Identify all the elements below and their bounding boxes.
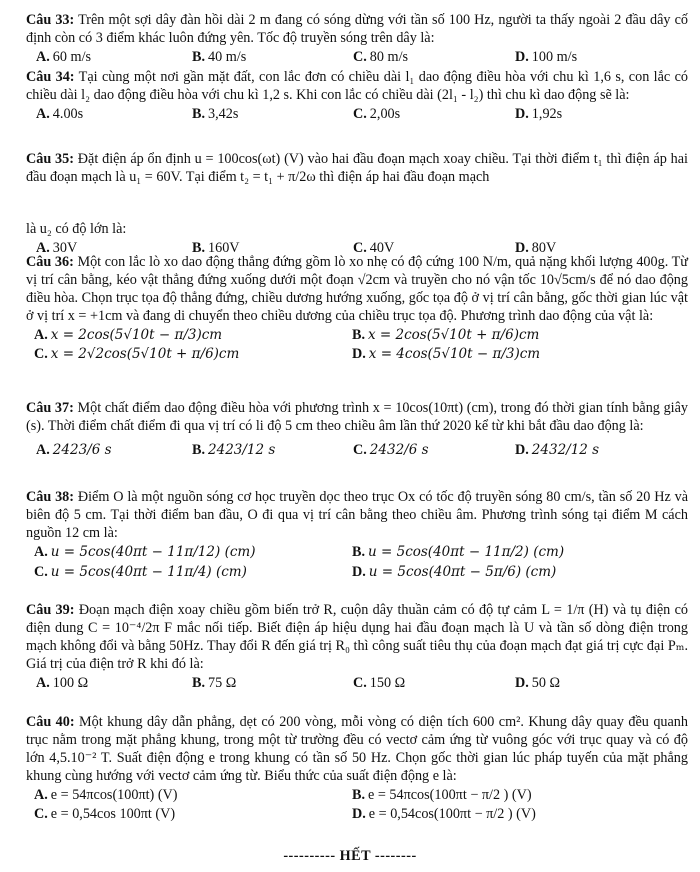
- option-b[interactable]: [192, 49, 353, 67]
- option-d[interactable]: [515, 442, 599, 460]
- option-label: B.: [352, 326, 366, 343]
- option-label: D.: [352, 806, 366, 823]
- question-text: Đặt điện áp ổn định u = 100cos(ωt) (V) vào hai đầu đoạn mạch xoay chiều. Tại thời điểm t₁ thì điện áp hai đầu đoạn mạch là u₁ = 60V. Tại điểm t₂ = t₁ + π/2ω thì điện áp hai đầu đoạn mạch: [26, 151, 689, 185]
- option-a[interactable]: [26, 327, 352, 345]
- question-40: [26, 714, 688, 824]
- option-c[interactable]: [353, 442, 515, 460]
- option-label: A.: [36, 441, 50, 458]
- option-label: C.: [353, 239, 367, 256]
- option-label: B.: [192, 674, 206, 691]
- option-label: B.: [192, 48, 206, 65]
- option-d[interactable]: [352, 346, 688, 364]
- question-35: [26, 151, 688, 258]
- option-label: B.: [192, 105, 206, 122]
- question-text: là u₂ có độ lớn là:: [26, 220, 127, 237]
- option-d[interactable]: [352, 806, 688, 824]
- option-text: 30V: [52, 239, 78, 256]
- question-number: Câu 37:: [26, 400, 74, 416]
- option-c[interactable]: [26, 346, 352, 364]
- option-a[interactable]: [26, 675, 192, 693]
- option-b[interactable]: [192, 106, 353, 124]
- option-c[interactable]: [26, 564, 352, 582]
- question-39: [26, 602, 688, 692]
- question-stem: [26, 69, 688, 105]
- question-text: Một chất điểm dao động điều hòa với phương trình x = 10cos(10πt) (cm), trong đó thời gian tính bằng giây (s). Thời điểm chất điểm đi qua vị trí có li độ 5 cm theo chiều âm lần thứ 2020 kể từ khi bắt đầu dao động là:: [26, 400, 689, 434]
- option-text: e = 0,54cos(100πt − π/2 ) (V): [368, 806, 536, 823]
- option-c[interactable]: [353, 49, 515, 67]
- question-37: [26, 400, 688, 460]
- option-text: 2432/6 s: [369, 441, 429, 458]
- option-d[interactable]: [515, 675, 560, 693]
- option-text: 100 Ω: [52, 674, 89, 691]
- option-text: 1,92s: [531, 105, 563, 122]
- question-text: Một khung dây dẫn phẳng, dẹt có 200 vòng, mỗi vòng có diện tích 600 cm². Khung dây quay đều quanh trục nằm trong mặt phẳng khung, trong một từ trường đều có vectơ cảm ứng từ vuông góc với trục quay và có độ lớn 4,5.10⁻² T. Suất điện động e trong khung có tần số 50 Hz. Chọn gốc thời gian lúc pháp tuyến của mặt phẳng khung cùng hướng với vectơ cảm ứng từ. Biểu thức của suất điện động e là:: [26, 714, 688, 784]
- question-38: [26, 489, 688, 581]
- option-text: 3,42s: [208, 105, 239, 122]
- options: [26, 675, 688, 693]
- option-text: 4.00s: [52, 105, 84, 122]
- question-stem: [26, 602, 688, 674]
- question-stem: [26, 489, 688, 543]
- question-number: Câu 35:: [26, 151, 74, 167]
- option-text: u = 5cos(40πt − 5π/6) (cm): [368, 563, 557, 580]
- option-d[interactable]: [515, 49, 577, 67]
- options: [26, 544, 688, 582]
- option-label: A.: [34, 326, 48, 343]
- question-text: Một con lắc lò xo dao động thẳng đứng gồm lò xo nhẹ có độ cứng 100 N/m, quả nặng khối lượng 400g. Từ vị trí cân bằng, kéo vật thẳng đứng xuống dưới một đoạn √2cm và truyền cho nó vận tốc 10√5cm/s để nó dao động điều hòa. Chọn trục tọa độ thẳng đứng, chiều dương hướng xuống, gốc tọa độ ở vị trí cân bằng, gốc thời gian lúc vật ở vị trí x = +1cm và đang di chuyển theo chiều dương của chiều trục tọa độ. Phương trình dao động của vật là:: [26, 254, 688, 324]
- option-label: D.: [352, 563, 366, 580]
- option-label: A.: [36, 48, 50, 65]
- question-stem: [26, 714, 688, 786]
- options: [26, 442, 688, 460]
- options: [26, 106, 688, 124]
- option-label: D.: [515, 105, 529, 122]
- option-text: 40 m/s: [208, 48, 247, 65]
- option-text: 160V: [208, 239, 240, 256]
- option-text: 50 Ω: [531, 674, 561, 691]
- option-a[interactable]: [26, 787, 352, 805]
- option-label: A.: [36, 239, 50, 256]
- option-b[interactable]: [352, 327, 688, 345]
- option-b[interactable]: [352, 544, 688, 562]
- option-a[interactable]: [26, 442, 192, 460]
- question-number: Câu 40:: [26, 714, 75, 730]
- option-label: C.: [34, 346, 48, 363]
- option-text: 150 Ω: [369, 674, 406, 691]
- option-c[interactable]: [353, 106, 515, 124]
- option-text: 2,00s: [369, 105, 401, 122]
- option-text: x = 4cos(5√10t − π/3)cm: [368, 346, 541, 363]
- option-label: A.: [34, 543, 48, 560]
- question-stem: [26, 254, 688, 326]
- option-label: D.: [515, 48, 529, 65]
- option-label: D.: [515, 674, 529, 691]
- option-c[interactable]: [26, 806, 352, 824]
- option-d[interactable]: [352, 564, 688, 582]
- option-text: e = 0,54cos 100πt (V): [50, 806, 176, 823]
- question-number: Câu 39:: [26, 602, 75, 618]
- question-stem: [26, 400, 688, 436]
- question-stem: [26, 151, 688, 187]
- option-a[interactable]: [26, 544, 352, 562]
- option-text: 100 m/s: [531, 48, 578, 65]
- spacer: [26, 187, 688, 221]
- option-text: u = 5cos(40πt − 11π/12) (cm): [50, 543, 256, 560]
- option-b[interactable]: [192, 675, 353, 693]
- option-label: A.: [36, 105, 50, 122]
- option-a[interactable]: [26, 106, 192, 124]
- option-label: B.: [352, 543, 366, 560]
- question-number: Câu 34:: [26, 69, 75, 85]
- options: [26, 49, 688, 67]
- option-label: C.: [353, 674, 367, 691]
- option-text: 40V: [369, 239, 395, 256]
- option-text: e = 54πcos(100πt) (V): [50, 786, 178, 803]
- option-label: C.: [353, 105, 367, 122]
- option-text: 80 m/s: [369, 48, 409, 65]
- options: [26, 327, 688, 365]
- question-stem: [26, 12, 688, 48]
- question-number: Câu 33:: [26, 12, 75, 28]
- option-label: D.: [515, 441, 529, 458]
- option-text: x = 2cos(5√10t + π/6)cm: [368, 326, 540, 343]
- option-text: 2432/12 s: [531, 441, 600, 458]
- question-33: [26, 12, 688, 67]
- option-text: 80V: [531, 239, 557, 256]
- option-text: 2423/12 s: [208, 441, 276, 458]
- option-text: e = 54πcos(100πt − π/2 ) (V): [368, 786, 532, 803]
- option-label: C.: [34, 563, 48, 580]
- option-text: x = 2√2cos(5√10t + π/6)cm: [50, 346, 240, 363]
- option-label: B.: [192, 441, 206, 458]
- end-marker: ---------- HẾT --------: [283, 848, 417, 864]
- option-label: D.: [352, 346, 366, 363]
- question-number: Câu 36:: [26, 254, 74, 270]
- option-text: 2423/6 s: [52, 441, 112, 458]
- option-a[interactable]: [26, 49, 192, 67]
- question-stem-continued: [26, 221, 688, 239]
- option-label: C.: [34, 806, 48, 823]
- options: [26, 787, 688, 825]
- option-b[interactable]: [192, 442, 353, 460]
- option-text: x = 2cos(5√10t − π/3)cm: [50, 326, 223, 343]
- option-text: u = 5cos(40πt − 11π/2) (cm): [368, 543, 565, 560]
- option-label: B.: [192, 239, 206, 256]
- option-label: A.: [34, 786, 48, 803]
- option-label: C.: [353, 48, 367, 65]
- option-label: D.: [515, 239, 529, 256]
- option-text: 75 Ω: [208, 674, 237, 691]
- question-34: [26, 69, 688, 124]
- option-label: A.: [36, 674, 50, 691]
- option-text: 60 m/s: [52, 48, 92, 65]
- option-label: B.: [352, 786, 366, 803]
- question-text: Điểm O là một nguồn sóng cơ học truyền dọc theo trục Ox có tốc độ truyền sóng 80 cm/s, tần số 20 Hz và biên độ 5 cm. Tại thời điểm ban đầu, O đi qua vị trí cân bằng theo chiều âm. Phương trình sóng tại điểm M cách nguồn 12 cm là:: [26, 489, 688, 541]
- option-c[interactable]: [353, 675, 515, 693]
- option-text: u = 5cos(40πt − 11π/4) (cm): [50, 563, 247, 580]
- option-b[interactable]: [352, 787, 688, 805]
- question-36: [26, 254, 688, 364]
- option-label: C.: [353, 441, 367, 458]
- question-number: Câu 38:: [26, 489, 74, 505]
- question-text: Đoạn mạch điện xoay chiều gồm biến trở R, cuộn dây thuần cảm có độ tự cảm L = 1/π (H) và tụ điện có điện dung C = 10⁻⁴/2π F mắc nối tiếp. Biết điện áp hiệu dụng hai đầu đoạn mạch là U và tần số dòng điện trong mạch không đổi và bằng 50Hz. Thay đổi R đến giá trị R₀ thì công suất tiêu thụ của đoạn mạch đạt giá trị cực đại Pₘ. Giá trị của điện trở R khi đó là:: [26, 602, 688, 672]
- question-text: Trên một sợi dây đàn hồi dài 2 m đang có sóng dừng với tần số 100 Hz, người ta thấy ngoài 2 đầu dây cố định còn có 3 điểm khác luôn đứng yên. Tốc độ truyền sóng trên dây là:: [26, 12, 688, 46]
- option-d[interactable]: [515, 106, 562, 124]
- question-text: Tại cùng một nơi gần mặt đất, con lắc đơn có chiều dài l₁ dao động điều hòa với chu kì 1,6 s, con lắc có chiều dài l₂ dao động điều hòa với chu kì 1,2 s. Khi con lắc có chiều dài (2l₁ - l₂) thì chu kì dao động sẽ là:: [26, 69, 688, 103]
